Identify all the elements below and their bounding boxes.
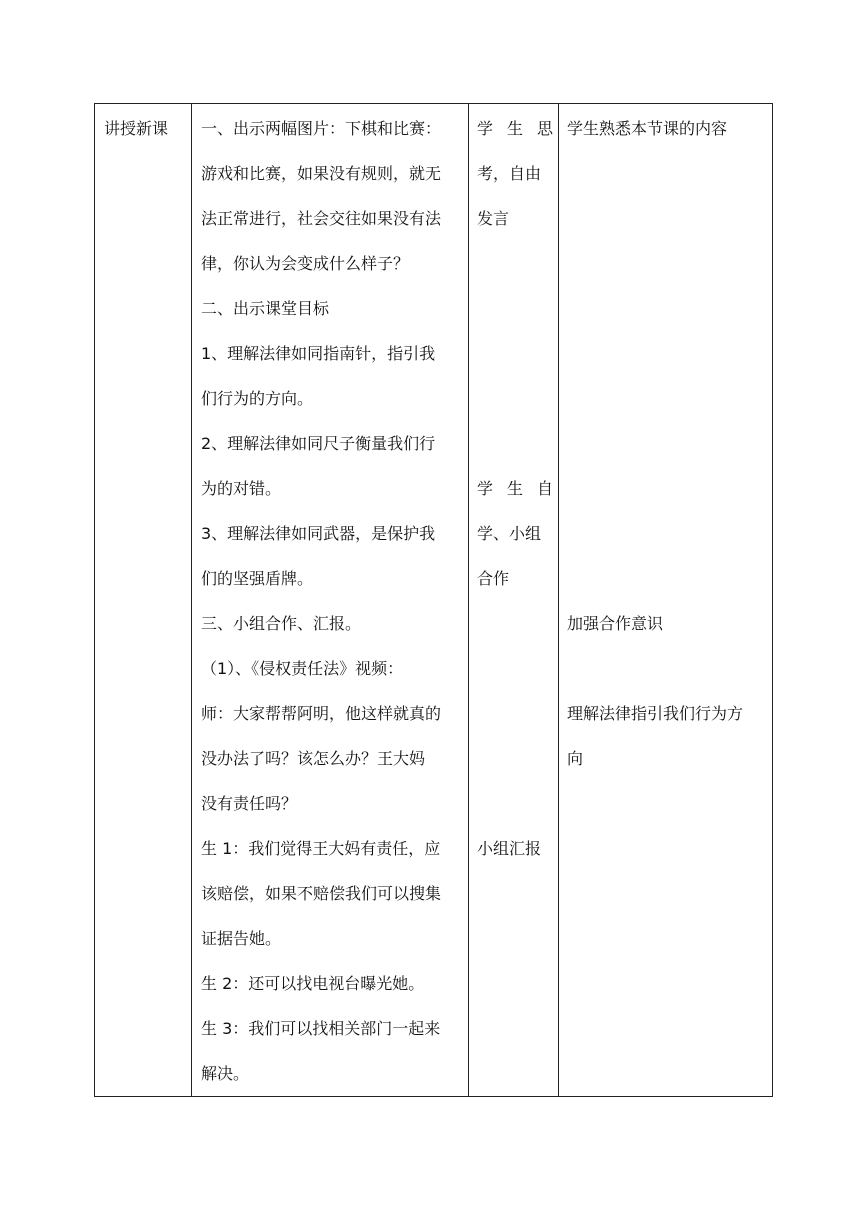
student-line: 学、小组 xyxy=(477,524,542,543)
teacher-line: 生 2：还可以找电视台曝光她。 xyxy=(201,974,425,993)
teacher-line: 没有责任吗？ xyxy=(201,794,298,813)
teacher-line: 解决。 xyxy=(201,1064,250,1083)
teacher-line: 没办法了吗？该怎么办？王大妈 xyxy=(201,749,426,768)
intent-line: 学生熟悉本节课的内容 xyxy=(567,119,728,138)
teacher-line: 法正常进行，社会交往如果没有法 xyxy=(201,209,442,228)
lesson-plan-table xyxy=(94,103,773,1097)
student-line: 小组汇报 xyxy=(477,839,542,858)
teacher-line: 1、理解法律如同指南针，指引我 xyxy=(201,344,436,363)
table-row xyxy=(95,104,773,1097)
teacher-line: 生 1：我们觉得王大妈有责任，应 xyxy=(201,839,441,858)
student-line: 学生自 xyxy=(477,479,568,498)
teacher-line: 游戏和比赛，如果没有规则，就无 xyxy=(201,164,442,183)
teacher-line: 3、理解法律如同武器，是保护我 xyxy=(201,524,436,543)
teacher-line: 二、出示课堂目标 xyxy=(201,299,330,318)
intent-line: 向 xyxy=(567,749,584,768)
teacher-line: 一、出示两幅图片：下棋和比赛： xyxy=(201,119,442,138)
student-activity-cell xyxy=(469,104,568,1097)
student-line: 考，自由 xyxy=(477,164,542,183)
teacher-line: 三、小组合作、汇报。 xyxy=(201,614,362,633)
teacher-line: （1）、《侵权责任法》视频： xyxy=(201,659,404,678)
teacher-line: 生 3：我们可以找相关部门一起来 xyxy=(201,1019,441,1038)
intent-line: 理解法律指引我们行为方 xyxy=(567,704,744,723)
intent-line: 加强合作意识 xyxy=(567,614,664,633)
teacher-line: 证据告她。 xyxy=(201,929,282,948)
teacher-line: 2、理解法律如同尺子衡量我们行 xyxy=(201,434,436,453)
student-line: 合作 xyxy=(477,569,510,588)
teacher-activity-cell xyxy=(192,104,469,1097)
section-label: 讲授新课 xyxy=(104,119,169,138)
teacher-line: 师：大家帮帮阿明，他这样就真的 xyxy=(201,704,442,723)
student-line: 发言 xyxy=(477,209,510,228)
design-intent-cell xyxy=(559,104,773,1097)
teacher-line: 们的坚强盾牌。 xyxy=(201,569,314,588)
section-label-cell xyxy=(95,104,192,1097)
teacher-line: 该赔偿，如果不赔偿我们可以搜集 xyxy=(201,884,442,903)
teacher-line: 为的对错。 xyxy=(201,479,282,498)
teacher-line: 们行为的方向。 xyxy=(201,389,314,408)
student-line: 学生思 xyxy=(477,119,568,138)
teacher-line: 律，你认为会变成什么样子？ xyxy=(201,254,410,273)
